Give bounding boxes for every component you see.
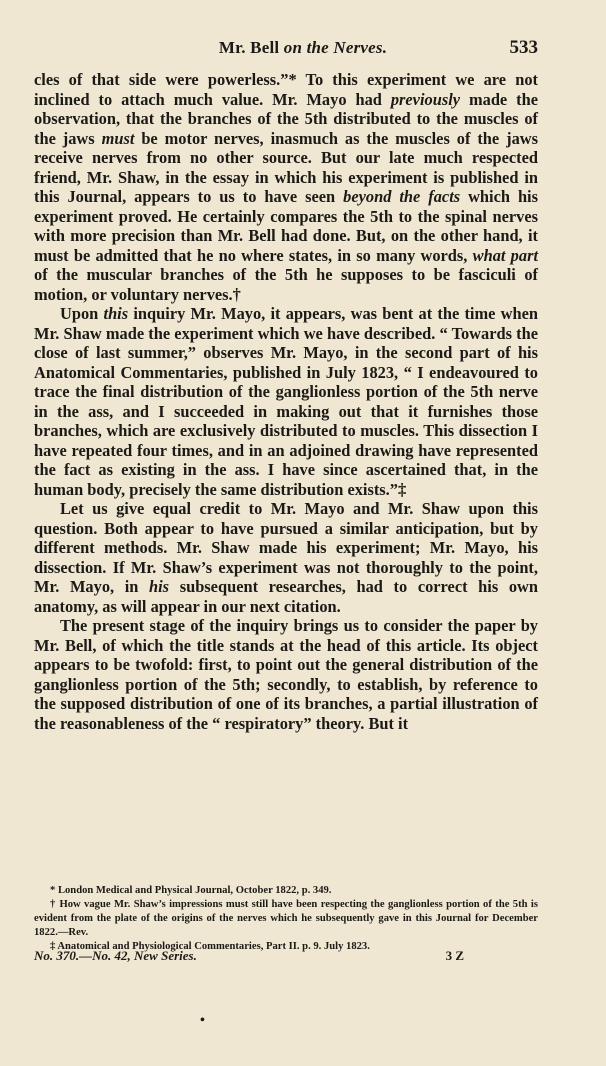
text-run: made the observation, that the branches of the 5th distributed to the muscles of the jaws <box>34 89 538 148</box>
paragraph-3 <box>34 499 538 616</box>
text-run: must <box>101 128 135 148</box>
sheet-signature: 3 Z <box>445 948 464 963</box>
text-run: what part <box>472 245 538 265</box>
stray-mark: • <box>200 1013 205 1028</box>
running-title: Mr. Bell on the Nerves. <box>218 38 388 57</box>
text-run: inquiry Mr. Mayo, it appears, was bent at the time when Mr. Shaw made the experiment which we have described. “ Towards the close of last summer,” observes Mr. Mayo, in the second part of his Anatomical Commentaries, published in July 1823, “ I endeavoured to trace the final distribution of the ganglionless portion of the 5th nerve in the ass, and I succeeded in making out that it furnishes those branches, which are exclusively distributed to muscles. This dissection I have repeated four times, and in an adjoined drawing have represented the fact as existing in the ass. I have since ascertained that, in the human body, precisely the same distribution exists.”‡ <box>34 304 538 499</box>
footnotes <box>34 884 538 954</box>
paragraph-1 <box>34 70 538 304</box>
text-run: cles of that side were powerless.”* To this experiment we are not inclined to attach much value. Mr. Mayo had <box>34 70 538 109</box>
text-run: The present stage of the inquiry brings us to consider the paper by Mr. Bell, of which the title stands at the head of this article. Its object appears to be twofold: first, to point out the general distribution of the ganglionless portion of the 5th; secondly, to establish, by reference to the supposed distribution of one of its branches, a partial illustration of the reasonableness of the “ respiratory” theory. But it <box>34 616 538 733</box>
text-run: beyond the facts <box>343 187 461 206</box>
text-run: Upon <box>60 304 104 323</box>
text-run: which his experiment proved. He certainly compares the 5th to the spinal nerves with more precision than Mr. Bell had done. But, on the other hand, it must be admitted that he no where states, in so many words, <box>34 187 538 265</box>
text-run: this <box>103 304 129 323</box>
signature-line <box>34 948 464 964</box>
text-run: subsequent researches, had to correct his own anatomy, as will appear in our next citation. <box>34 577 538 616</box>
text-run: his <box>149 577 170 596</box>
issue-signature: No. 370.—No. 42, New Series. <box>34 948 197 963</box>
page-header <box>0 38 606 64</box>
text-run: Let us give equal credit to Mr. Mayo and Mr. Shaw upon this question. Both appear to have pursued a similar anticipation, but by different methods. Mr. Shaw made his experiment; Mr. Mayo, his dissection. If Mr. Shaw’s experiment was not thoroughly to the point, Mr. Mayo, in <box>34 499 538 596</box>
footnote-2: † How vague Mr. Shaw’s impressions must still have been respecting the ganglionless portion of the 5th is evident from the plate of the origins of the nerves which he subsequently gave in this Journal for December 1822.—Rev. <box>34 899 538 938</box>
body-text <box>34 70 538 733</box>
paragraph-2 <box>34 304 538 499</box>
footnote-1: * London Medical and Physical Journal, October 1822, p. 349. <box>50 885 332 896</box>
paragraph-4 <box>34 616 538 733</box>
text-run: of the muscular branches of the 5th he supposes to be fasciculi of motion, or voluntary nerves.† <box>34 265 538 304</box>
text-run: previously <box>390 89 461 109</box>
text-run: be motor nerves, inasmuch as the muscles of the jaws receive nerves from no other source. But our late much respected friend, Mr. Shaw, in the essay in which his experiment is published in this Journal, appears to us to have seen <box>34 128 538 206</box>
footnote-3: ‡ Anatomical and Physiological Commentaries, Part II. p. 9. July 1823. <box>50 941 370 952</box>
page-number: 533 <box>509 37 538 58</box>
